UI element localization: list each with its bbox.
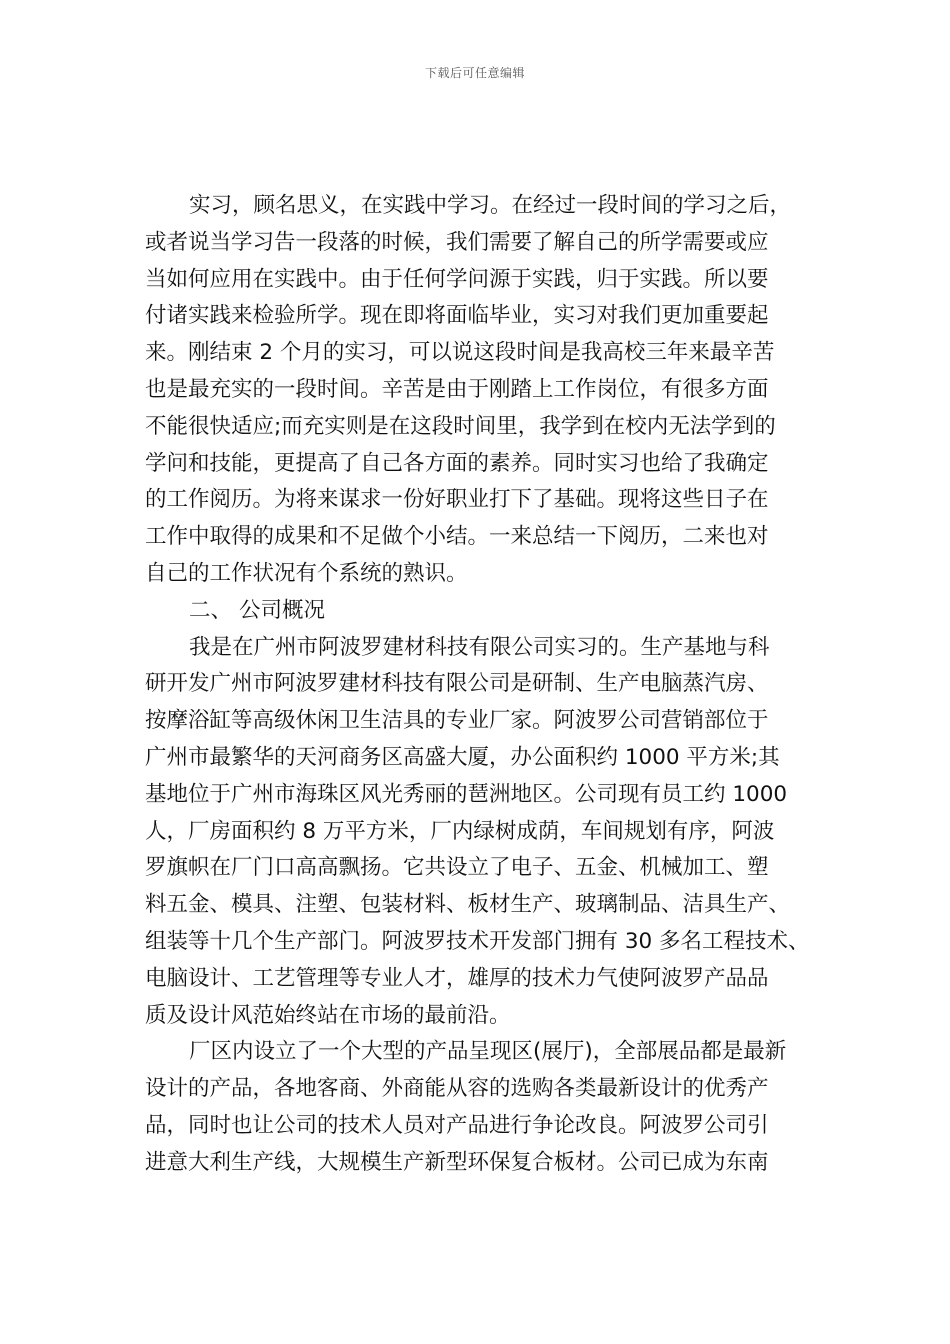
paragraph-2-line-5: 基地位于广州市海珠区风光秀丽的琶洲地区。公司现有员工约 1000: [145, 781, 788, 807]
paragraph-3-line-2: 设计的产品，各地客商、外商能从容的选购各类最新设计的优秀产: [145, 1076, 769, 1102]
paragraph-1-line-4: 付诸实践来检验所学。现在即将面临毕业，实习对我们更加重要起: [145, 303, 769, 329]
paragraph-2-line-8: 料五金、模具、注塑、包装材料、板材生产、玻璃制品、洁具生产、: [145, 892, 791, 918]
paragraph-1-line-5: 来。刚结束 2 个月的实习，可以说这段时间是我高校三年来最辛苦: [145, 340, 775, 366]
paragraph-2-line-6: 人，厂房面积约 8 万平方米，厂内绿树成荫，车间规划有序，阿波: [145, 818, 775, 844]
document-body: [145, 188, 825, 1182]
paragraph-3-line-3: 品，同时也让公司的技术人员对产品进行争论改良。阿波罗公司引: [145, 1112, 769, 1138]
paragraph-2-line-2: 研开发广州市阿波罗建材科技有限公司是研制、生产电脑蒸汽房、: [145, 671, 769, 697]
paragraph-2-line-11: 质及设计风范始终站在市场的最前沿。: [145, 1002, 511, 1028]
paragraph-2-line-3: 按摩浴缸等高级休闲卫生洁具的专业厂家。阿波罗公司营销部位于: [145, 708, 769, 734]
paragraph-1-line-3: 当如何应用在实践中。由于任何学问源于实践，归于实践。所以要: [145, 266, 769, 292]
paragraph-2-line-9: 组装等十几个生产部门。阿波罗技术开发部门拥有 30 多名工程技术、: [145, 928, 810, 954]
paragraph-1-line-7: 不能很快适应;而充实则是在这段时间里，我学到在校内无法学到的: [145, 413, 776, 439]
paragraph-2-line-4: 广州市最繁华的天河商务区高盛大厦，办公面积约 1000 平方米;其: [145, 744, 780, 770]
paragraph-1-line-8: 学问和技能，更提高了自己各方面的素养。同时实习也给了我确定: [145, 450, 769, 476]
paragraph-1-line-1: 实习，顾名思义，在实践中学习。在经过一段时间的学习之后，: [189, 193, 792, 218]
paragraph-1-line-9: 的工作阅历。为将来谋求一份好职业打下了基础。现将这些日子在: [145, 487, 769, 513]
paragraph-2-line-7: 罗旗帜在厂门口高高飘扬。它共设立了电子、五金、机械加工、塑: [145, 855, 769, 881]
paragraph-1-line-2: 或者说当学习告一段落的时候，我们需要了解自己的所学需要或应: [145, 229, 769, 255]
paragraph-3-line-1: 厂区内设立了一个大型的产品呈现区(展厅)，全部展品都是最新: [189, 1039, 787, 1065]
paragraph-1-line-6: 也是最充实的一段时间。辛苦是由于刚踏上工作岗位，有很多方面: [145, 376, 769, 402]
section-heading: [145, 593, 825, 630]
paragraph-3-line-4: 进意大利生产线，大规模生产新型环保复合板材。公司已成为东南: [145, 1149, 769, 1175]
page-header-note: 下载后可任意编辑: [424, 66, 525, 80]
paragraph-1-line-10: 工作中取得的成果和不足做个小结。一来总结一下阅历，二来也对: [145, 524, 769, 550]
section-heading-title: 公司概况: [239, 597, 326, 623]
paragraph-2-line-1: 我是在广州市阿波罗建材科技有限公司实习的。生产基地与科: [189, 634, 770, 660]
paragraph-2-line-10: 电脑设计、工艺管理等专业人才，雄厚的技术力气使阿波罗产品品: [145, 965, 769, 991]
section-heading-number: 二、: [189, 597, 233, 623]
paragraph-1-line-11: 自己的工作状况有个系统的熟识。: [145, 560, 468, 586]
